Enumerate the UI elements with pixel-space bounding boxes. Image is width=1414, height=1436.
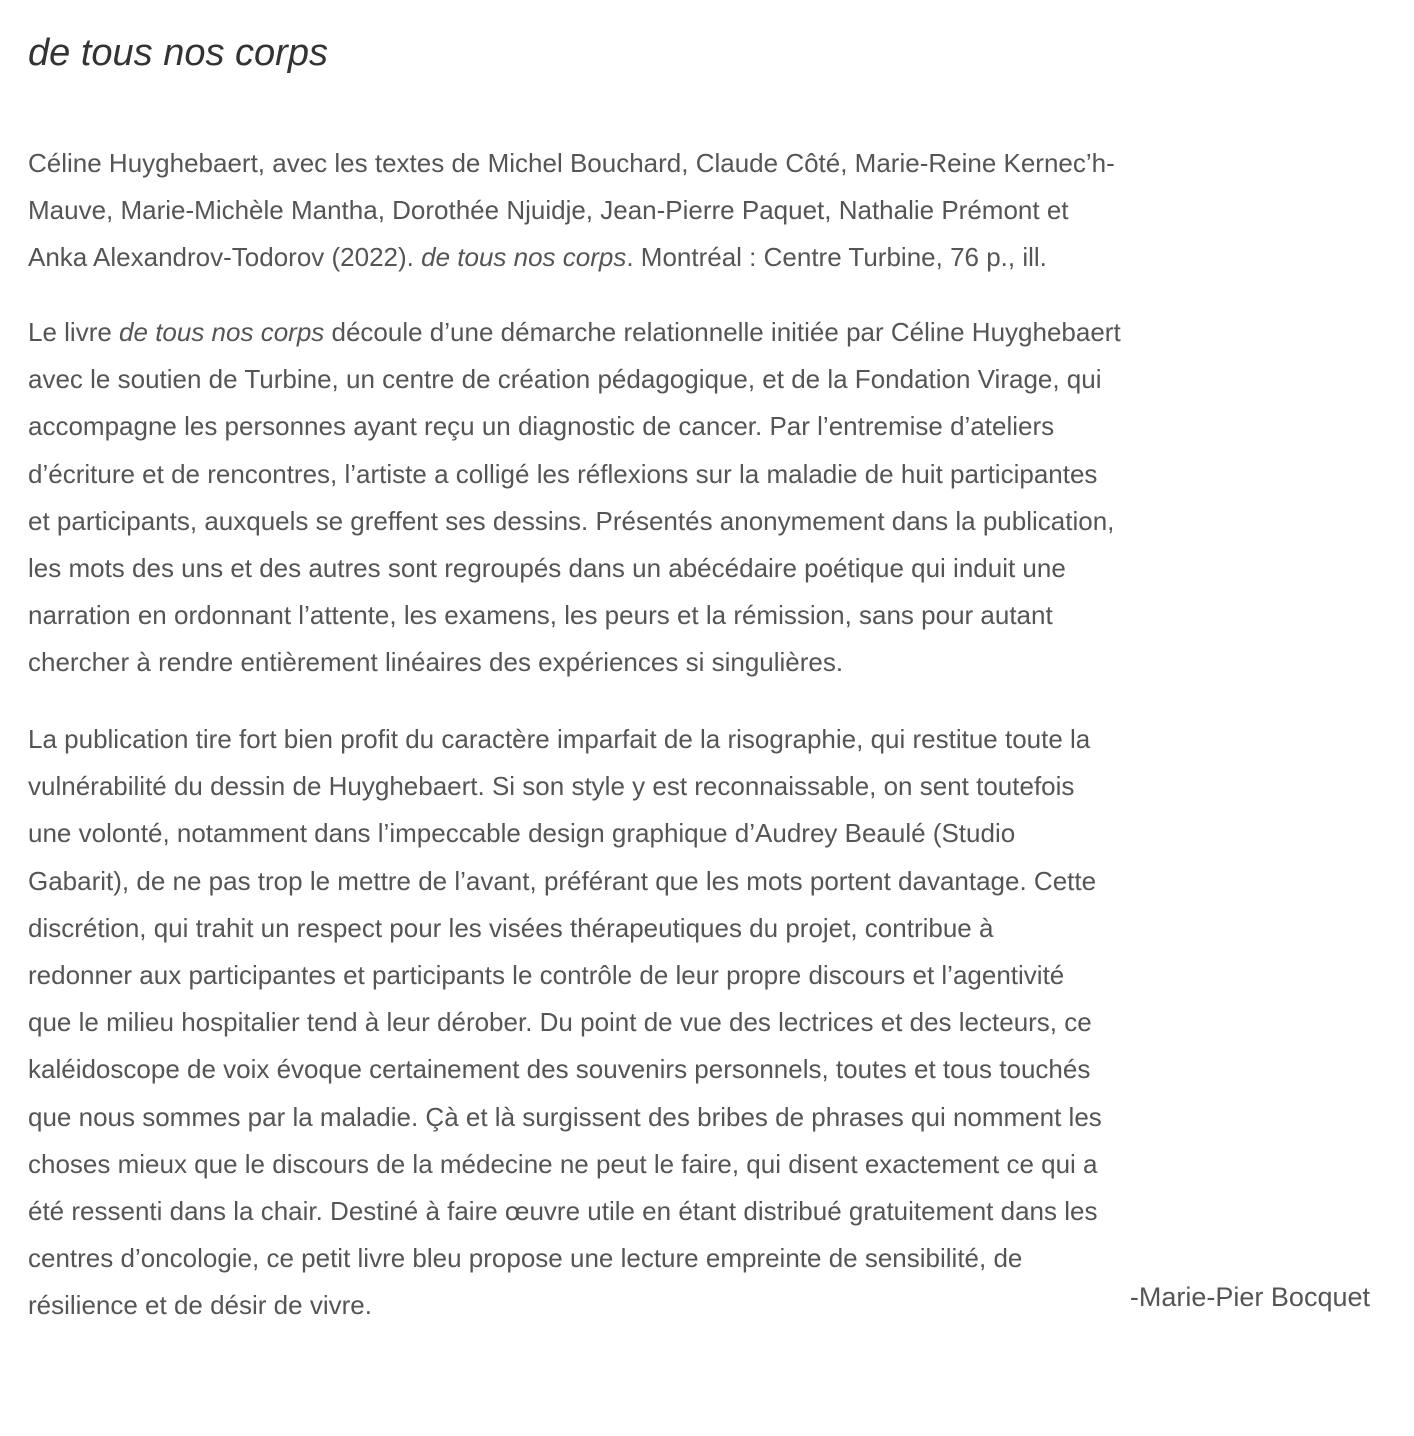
intro-line-2: avec le soutien de Turbine, un centre de création pédagogique, et de la Fondation Virage, qui bbox=[28, 364, 1102, 395]
intro-line-3: accompagne les personnes ayant reçu un diagnostic de cancer. Par l’entremise d’ateliers bbox=[28, 411, 1055, 442]
review-line-1: La publication tire fort bien profit du caractère imparfait de la risographie, qui restitue toute la bbox=[28, 724, 1091, 754]
intro-line-4: d’écriture et de rencontres, l’artiste a colligé les réflexions sur la maladie de huit participantes bbox=[28, 458, 1098, 489]
review-paragraph bbox=[28, 716, 1392, 1330]
review-line-6: redonner aux participantes et participants le contrôle de leur propre discours et l’agentivité bbox=[28, 960, 1065, 991]
review-line-11: été ressenti dans la chair. Destiné à faire œuvre utile en étant distribué gratuitement dans les bbox=[28, 1196, 1098, 1227]
review-line-3: une volonté, notamment dans l’impeccable design graphique d’Audrey Beaulé (Studio bbox=[28, 818, 1016, 849]
intro-line-1: Le livre de tous nos corps découle d’une démarche relationnelle initiée par Céline Huyghebaert bbox=[28, 317, 1121, 347]
author-signature: -Marie-Pier Bocquet bbox=[1129, 1282, 1370, 1312]
book-title-italic: de tous nos corps bbox=[421, 242, 627, 273]
review-line-9: que nous sommes par la maladie. Çà et là surgissent des bribes de phrases qui nomment les bbox=[28, 1101, 1102, 1132]
review-line-2: vulnérabilité du dessin de Huyghebaert. Si son style y est reconnaissable, on sent toutefois bbox=[28, 771, 1075, 802]
review-line-5: discrétion, qui trahit un respect pour les visées thérapeutiques du projet, contribue à bbox=[28, 912, 994, 943]
review-line-12: centres d’oncologie, ce petit livre bleu propose une lecture empreinte de sensibilité, de bbox=[28, 1243, 1023, 1274]
intro-line-8: chercher à rendre entièrement linéaires des expériences si singulières. bbox=[28, 647, 844, 678]
review-line-7: que le milieu hospitalier tend à leur dérober. Du point de vue des lectrices et des lecteurs, ce bbox=[28, 1007, 1092, 1038]
citation-line-2: Mauve, Marie-Michèle Mantha, Dorothée Njuidje, Jean-Pierre Paquet, Nathalie Prémont et bbox=[28, 195, 1069, 226]
page-title: de tous nos corps bbox=[28, 32, 328, 74]
citation-paragraph bbox=[28, 140, 1392, 282]
review-line-4: Gabarit), de ne pas trop le mettre de l’avant, préférant que les mots portent davantage. Cette bbox=[28, 865, 1097, 896]
review-line-13: résilience et de désir de vivre. bbox=[28, 1290, 372, 1321]
review-line-10: choses mieux que le discours de la médecine ne peut le faire, qui disent exactement ce qui a bbox=[28, 1148, 1098, 1179]
intro-line-6: les mots des uns et des autres sont regroupés dans un abécédaire poétique qui induit une bbox=[28, 553, 1066, 584]
review-line-8: kaléidoscope de voix évoque certainement des souvenirs personnels, toutes et tous touchés bbox=[28, 1054, 1091, 1085]
book-title-italic: de tous nos corps bbox=[119, 317, 325, 347]
citation-line-1: Céline Huyghebaert, avec les textes de Michel Bouchard, Claude Côté, Marie-Reine Kernec’h- bbox=[28, 148, 1115, 178]
intro-line-7: narration en ordonnant l’attente, les examens, les peurs et la rémission, sans pour autant bbox=[28, 600, 1053, 631]
intro-paragraph bbox=[28, 309, 1392, 687]
citation-line-3: Anka Alexandrov-Todorov (2022). de tous nos corps. Montréal : Centre Turbine, 76 p., ill. bbox=[28, 242, 1047, 273]
intro-line-5: et participants, auxquels se greffent ses dessins. Présentés anonymement dans la publication, bbox=[28, 505, 1115, 536]
